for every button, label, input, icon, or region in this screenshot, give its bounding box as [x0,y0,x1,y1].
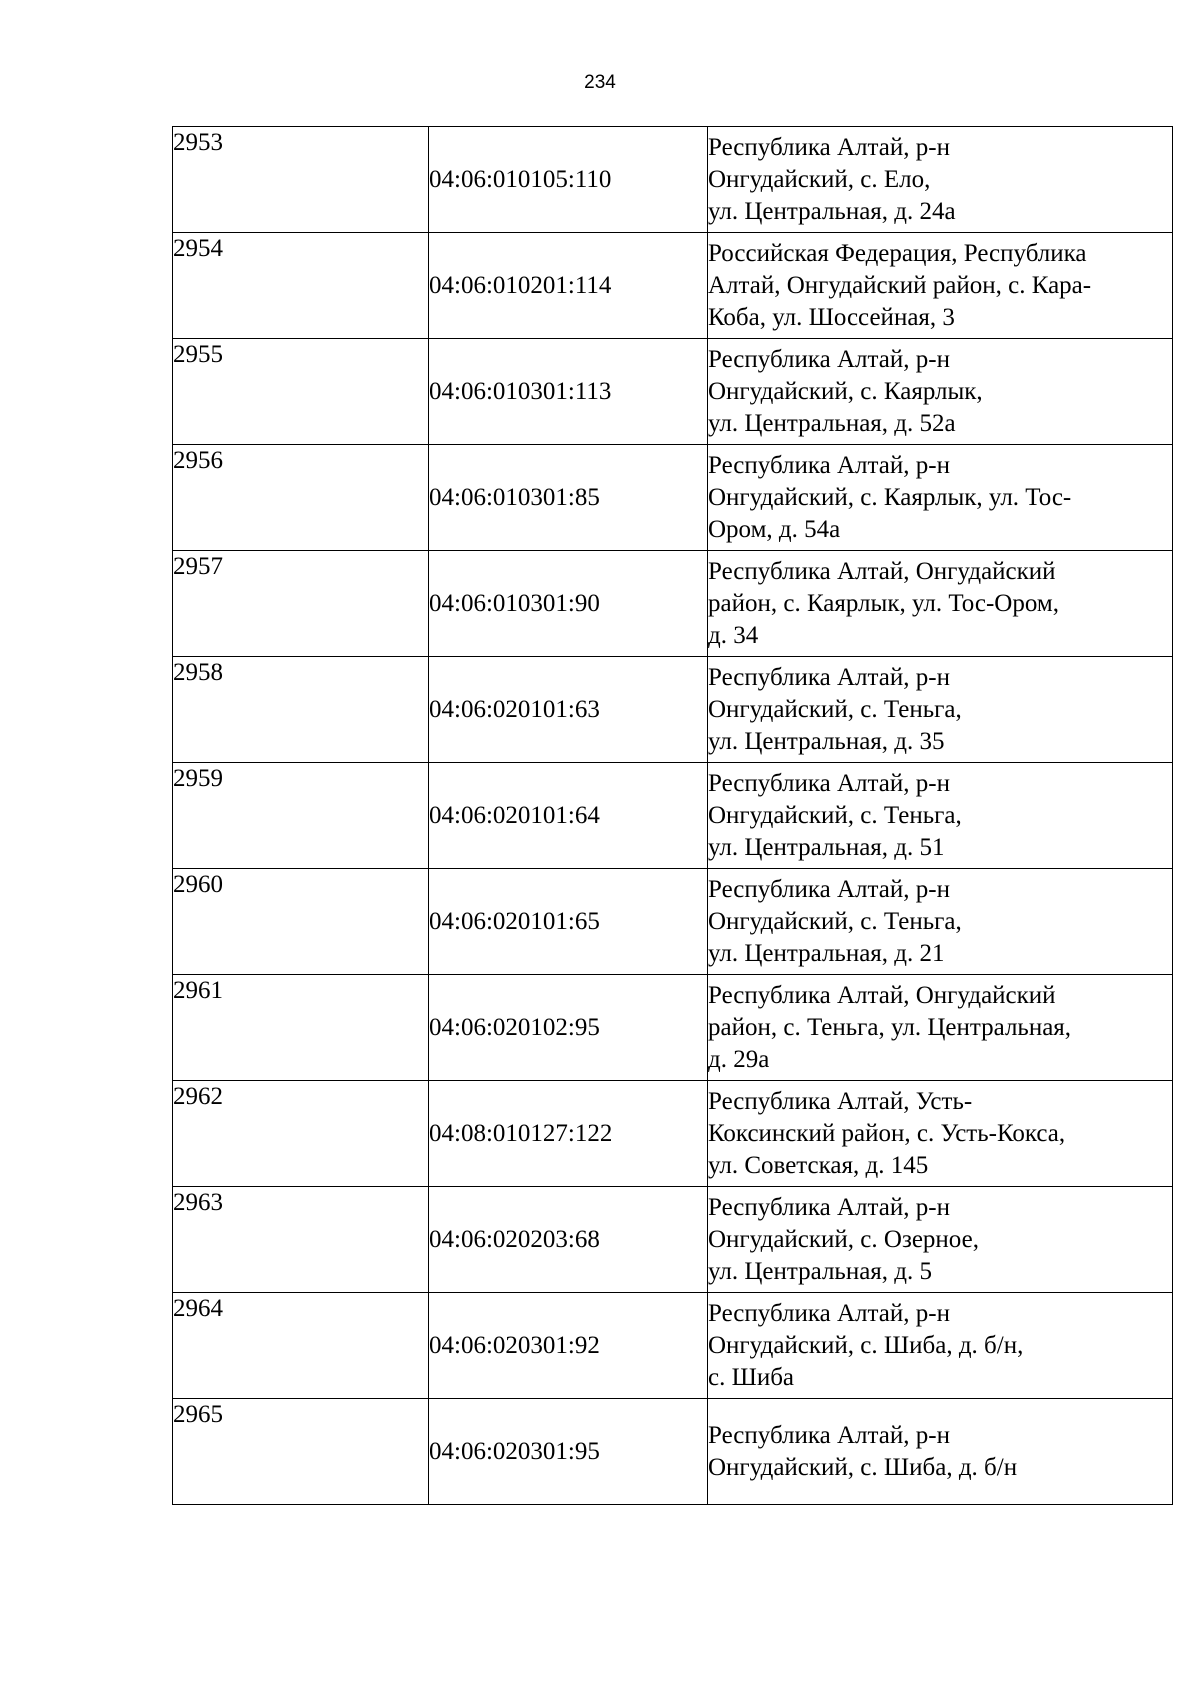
row-number-cell: 2955 [173,339,429,445]
address-line: ул. Центральная, д. 21 [708,939,945,967]
cadastral-number-cell: 04:08:010127:122 [429,1081,708,1187]
row-number-cell: 2965 [173,1399,429,1505]
address-cell [708,975,1173,1081]
table-row [173,1187,1173,1293]
address-line: ул. Центральная, д. 5 [708,1257,933,1285]
address-line: Ором, д. 54а [708,515,841,543]
address-line: Республика Алтай, р-н [708,1193,950,1221]
address-line: Республика Алтай, р-н [708,1421,950,1449]
table-row [173,1293,1173,1399]
address-cell [708,763,1173,869]
address-line: Республика Алтай, р-н [708,451,950,479]
address-cell [708,551,1173,657]
table-row [173,551,1173,657]
address-cell [708,657,1173,763]
address-cell [708,1187,1173,1293]
table-row [173,763,1173,869]
table-row [173,657,1173,763]
row-number-cell: 2954 [173,233,429,339]
address-line: Республика Алтай, р-н [708,133,950,161]
cadastral-number-cell: 04:06:010301:90 [429,551,708,657]
address-line: Алтай, Онгудайский район, с. Кара- [708,271,1092,299]
address-line: с. Шиба [708,1363,795,1391]
row-number-cell: 2960 [173,869,429,975]
address-line: Российская Федерация, Республика [708,239,1087,267]
cadastral-number-cell: 04:06:020101:64 [429,763,708,869]
cadastral-number-cell: 04:06:020301:92 [429,1293,708,1399]
address-line: Онгудайский, с. Каярлык, ул. Тос- [708,483,1072,511]
cadastral-number-cell: 04:06:020101:63 [429,657,708,763]
address-line: Республика Алтай, Онгудайский [708,981,1056,1009]
address-cell [708,1081,1173,1187]
row-number-cell: 2963 [173,1187,429,1293]
row-number-cell: 2964 [173,1293,429,1399]
address-line: Республика Алтай, р-н [708,769,950,797]
address-line: Республика Алтай, р-н [708,345,950,373]
registry-table-body [173,127,1173,1505]
address-line: ул. Советская, д. 145 [708,1151,929,1179]
address-line: ул. Центральная, д. 24а [708,197,956,225]
row-number-cell: 2959 [173,763,429,869]
table-row [173,1399,1173,1505]
table-row [173,445,1173,551]
address-line: Онгудайский, с. Каярлык, [708,377,983,405]
cadastral-number-cell: 04:06:010301:85 [429,445,708,551]
address-cell [708,127,1173,233]
table-row [173,1081,1173,1187]
address-line: Республика Алтай, р-н [708,875,950,903]
address-line: Онгудайский, с. Теньга, [708,801,962,829]
cadastral-number-cell: 04:06:020301:95 [429,1399,708,1505]
address-line: ул. Центральная, д. 51 [708,833,945,861]
cadastral-number-cell: 04:06:020102:95 [429,975,708,1081]
address-line: ул. Центральная, д. 35 [708,727,945,755]
address-cell [708,1399,1173,1505]
address-line: Онгудайский, с. Теньга, [708,907,962,935]
row-number-cell: 2953 [173,127,429,233]
address-line: Онгудайский, с. Шиба, д. б/н, [708,1331,1024,1359]
address-line: Онгудайский, с. Ело, [708,165,931,193]
address-line: Коксинский район, с. Усть-Кокса, [708,1119,1066,1147]
table-row [173,869,1173,975]
table-row [173,975,1173,1081]
row-number-cell: 2962 [173,1081,429,1187]
cadastral-number-cell: 04:06:020101:65 [429,869,708,975]
address-line: Онгудайский, с. Теньга, [708,695,962,723]
row-number-cell: 2961 [173,975,429,1081]
address-cell [708,1293,1173,1399]
address-line: Республика Алтай, Усть- [708,1087,973,1115]
address-line: Республика Алтай, р-н [708,1299,950,1327]
address-line: Республика Алтай, р-н [708,663,950,691]
table-row [173,233,1173,339]
cadastral-number-cell: 04:06:010201:114 [429,233,708,339]
address-cell [708,339,1173,445]
address-line: Коба, ул. Шоссейная, 3 [708,303,955,331]
address-line: Онгудайский, с. Озерное, [708,1225,979,1253]
table-row [173,339,1173,445]
address-line: Республика Алтай, Онгудайский [708,557,1056,585]
address-cell [708,445,1173,551]
address-line: район, с. Теньга, ул. Центральная, [708,1013,1072,1041]
row-number-cell: 2958 [173,657,429,763]
address-line: Онгудайский, с. Шиба, д. б/н [708,1453,1018,1481]
address-line: д. 29а [708,1045,770,1073]
registry-table [172,126,1173,1505]
row-number-cell: 2956 [173,445,429,551]
address-line: ул. Центральная, д. 52а [708,409,956,437]
address-cell [708,869,1173,975]
page-number: 234 [584,72,616,93]
address-line: район, с. Каярлык, ул. Тос-Ором, [708,589,1059,617]
table-row [173,127,1173,233]
address-cell [708,233,1173,339]
address-line: д. 34 [708,621,759,649]
cadastral-number-cell: 04:06:010105:110 [429,127,708,233]
cadastral-number-cell: 04:06:010301:113 [429,339,708,445]
cadastral-number-cell: 04:06:020203:68 [429,1187,708,1293]
row-number-cell: 2957 [173,551,429,657]
